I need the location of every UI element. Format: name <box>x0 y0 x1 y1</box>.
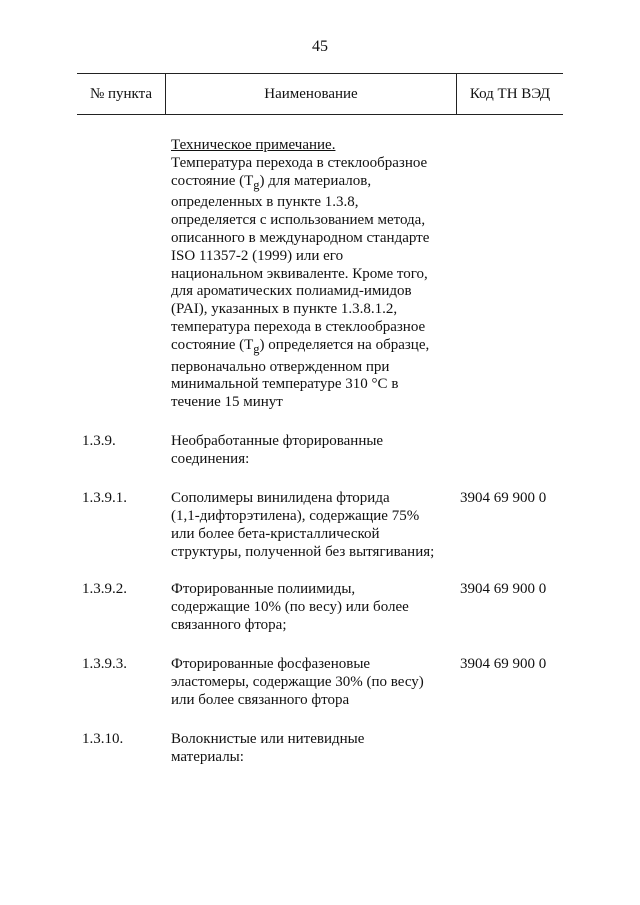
header-number: № пункта <box>77 74 166 114</box>
page-number: 45 <box>312 38 328 55</box>
subscript-g: g <box>253 177 260 192</box>
row-code: 3904 69 900 0 <box>460 656 547 672</box>
row-number: 1.3.9. <box>82 433 116 449</box>
header-code: Код ТН ВЭД <box>469 86 551 102</box>
technical-note <box>171 137 461 412</box>
row-name: Фторированные полиимиды, содержащие 10% (по весу) или более связанного фтора; <box>171 581 409 633</box>
row-code: 3904 69 900 0 <box>460 490 547 506</box>
row-name: Волокнистые или нитевидные материалы: <box>171 731 365 765</box>
row-number: 1.3.9.3. <box>82 656 127 672</box>
row-code: 3904 69 900 0 <box>460 581 547 597</box>
table-header <box>77 73 563 115</box>
row-name: Фторированные фосфазеновые эластомеры, содержащие 30% (по весу) или более связанного фтора <box>171 656 424 708</box>
note-body: Температура перехода в стеклообразное состояние $(T_g)$ для материалов, определенных в пункте 1.3.8, определяется с использованием метода, описанного в международном стандарте ISO 11357-2 (1999) или его национальном эквиваленте. Кроме того, для ароматических полиамид-имидов (PAI), указанных в пункте 1.3.8.1.2, температура перехода в стеклообразное состояние $(T_g)$ определяется на образце, первоначально отвержденном при минимальной температуре 310 °C в течение 15 минут <box>171 154 430 411</box>
note-title: Техническое примечание. <box>171 137 336 153</box>
subscript-g: g <box>253 341 260 356</box>
header-name: Наименование <box>166 74 457 114</box>
row-number: 1.3.9.2. <box>82 581 127 597</box>
row-number: 1.3.10. <box>82 731 124 747</box>
row-number: 1.3.9.1. <box>82 490 127 506</box>
row-name: Сополимеры винилидена фторида (1,1-дифторэтилена), содержащие 75% или более бета-кристаллической структуры, полученной без вытягивания; <box>171 490 435 560</box>
row-name: Необработанные фторированные соединения: <box>171 433 384 467</box>
